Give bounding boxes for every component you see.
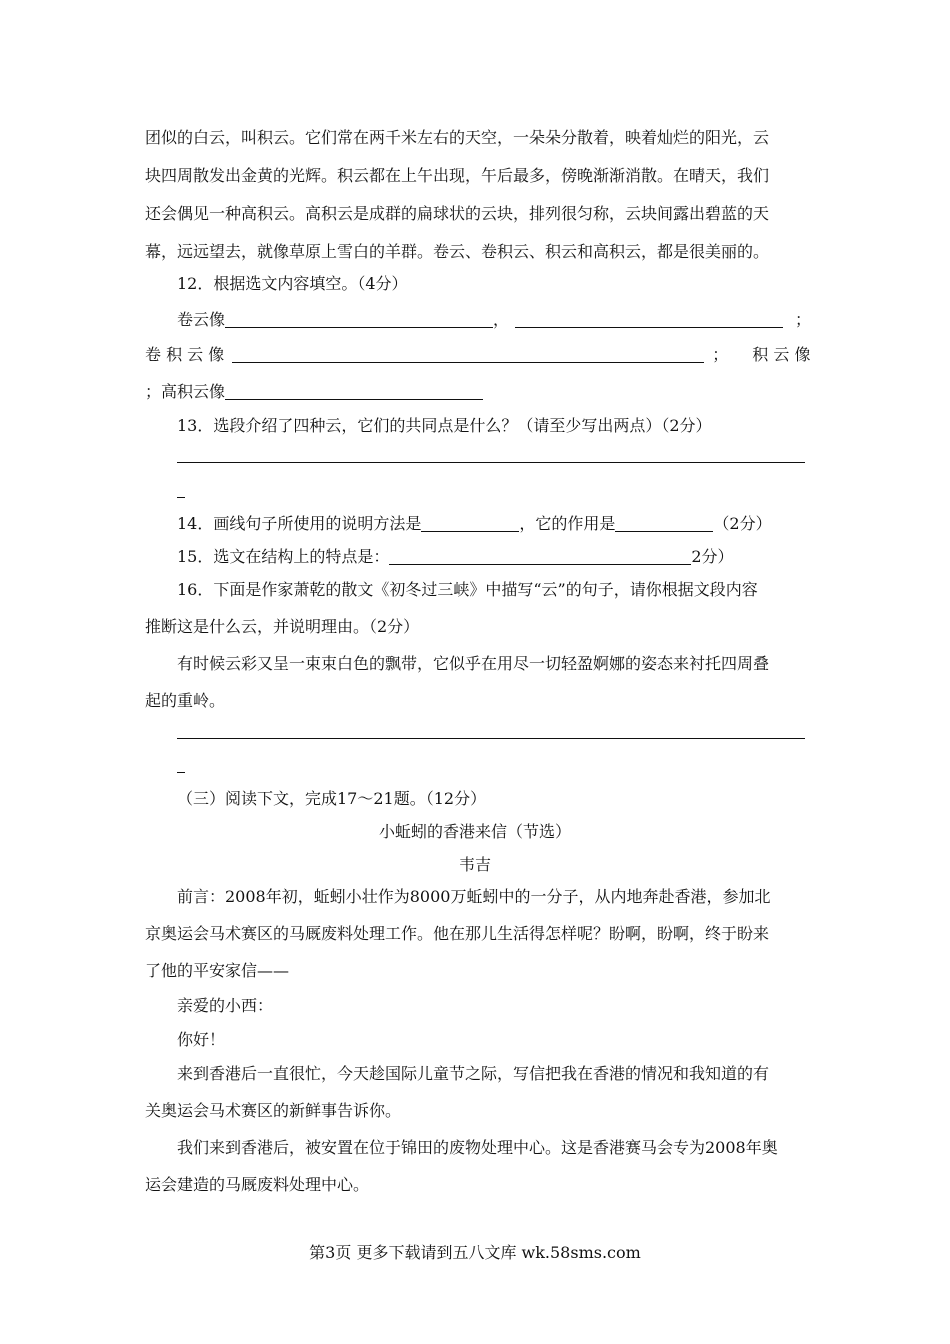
letter-paragraph: 运会建造的马厩废料处理中心。 bbox=[145, 1175, 370, 1194]
question-12-row1 bbox=[177, 308, 810, 332]
question-16-quote: 起的重岭。 bbox=[145, 691, 226, 710]
jiyun-label: 积 云 像 bbox=[752, 345, 811, 364]
answer-line-tail bbox=[177, 497, 185, 498]
answer-blank[interactable] bbox=[389, 546, 691, 565]
answer-blank[interactable] bbox=[515, 309, 783, 328]
answer-blank[interactable] bbox=[421, 513, 519, 532]
letter-paragraph: 我们来到香港后，被安置在位于锦田的废物处理中心。这是香港赛马会专为2008年奥 bbox=[177, 1138, 778, 1157]
comma: ， bbox=[493, 310, 510, 329]
passage-line: 幕，远远望去，就像草原上雪白的羊群。卷云、卷积云、积云和高积云，都是很美丽的。 bbox=[145, 242, 770, 261]
answer-blank[interactable] bbox=[232, 344, 704, 363]
question-14 bbox=[177, 512, 810, 536]
question-12-row3 bbox=[145, 380, 810, 404]
letter-greeting: 你好！ bbox=[177, 1030, 226, 1049]
preface-line: 了他的平安家信—— bbox=[145, 961, 290, 980]
answer-line-tail bbox=[177, 772, 185, 773]
juanyun-label: 卷云像 bbox=[177, 310, 226, 329]
juanjiyun-label: 卷 积 云 像 bbox=[145, 345, 225, 364]
answer-line[interactable] bbox=[177, 738, 805, 739]
question-15-score: 2分） bbox=[691, 547, 734, 566]
semicolon: ； bbox=[145, 382, 162, 401]
gaojiyun-label: 高积云像 bbox=[161, 382, 226, 401]
question-16-quote: 有时候云彩又呈一束束白色的飘带，它似乎在用尽一切轻盈婀娜的姿态来衬托四周叠 bbox=[177, 654, 770, 673]
letter-paragraph: 来到香港后一直很忙，今天趁国际儿童节之际，写信把我在香港的情况和我知道的有 bbox=[177, 1064, 770, 1083]
question-16-stem: 推断这是什么云，并说明理由。（2分） bbox=[145, 617, 420, 636]
question-16-stem: 16．下面是作家萧乾的散文《初冬过三峡》中描写“云”的句子，请你根据文段内容 bbox=[177, 580, 758, 599]
question-13-stem: 13．选段介绍了四种云，它们的共同点是什么？（请至少写出两点）（2分） bbox=[177, 416, 712, 435]
page-footer: 第3页 更多下载请到五八文库 wk.58sms.com bbox=[309, 1243, 641, 1262]
question-14-text: ，它的作用是 bbox=[519, 514, 616, 533]
question-12-stem: 12．根据选文内容填空。（4分） bbox=[177, 274, 408, 293]
question-12-row2 bbox=[145, 343, 810, 367]
section-3-heading: （三）阅读下文，完成17～21题。（12分） bbox=[177, 789, 487, 808]
question-15 bbox=[177, 545, 810, 569]
preface-line: 前言：2008年初，蚯蚓小壮作为8000万蚯蚓中的一分子，从内地奔赴香港，参加北 bbox=[177, 887, 771, 906]
answer-blank[interactable] bbox=[225, 381, 483, 400]
article-author: 韦吉 bbox=[458, 855, 491, 874]
question-14-score: （2分） bbox=[713, 514, 772, 533]
letter-paragraph: 关奥运会马术赛区的新鲜事告诉你。 bbox=[145, 1101, 402, 1120]
passage-line: 还会偶见一种高积云。高积云是成群的扁球状的云块，排列很匀称，云块间露出碧蓝的天 bbox=[145, 204, 770, 223]
answer-blank[interactable] bbox=[615, 513, 713, 532]
passage-line: 块四周散发出金黄的光辉。积云都在上午出现，午后最多，傍晚渐渐消散。在晴天，我们 bbox=[145, 166, 770, 185]
passage-line: 团似的白云，叫积云。它们常在两千米左右的天空，一朵朵分散着，映着灿烂的阳光，云 bbox=[145, 128, 770, 147]
answer-blank[interactable] bbox=[225, 309, 493, 328]
answer-line[interactable] bbox=[177, 462, 805, 463]
question-14-text: 14．画线句子所使用的说明方法是 bbox=[177, 514, 422, 533]
question-15-text: 15．选文在结构上的特点是： bbox=[177, 547, 390, 566]
letter-salutation: 亲爱的小西： bbox=[177, 996, 274, 1015]
preface-line: 京奥运会马术赛区的马厩废料处理工作。他在那儿生活得怎样呢？盼啊，盼啊，终于盼来 bbox=[145, 924, 770, 943]
semicolon: ； bbox=[795, 310, 812, 329]
semicolon: ； bbox=[712, 345, 729, 364]
article-title: 小蚯蚓的香港来信（节选） bbox=[378, 822, 571, 841]
